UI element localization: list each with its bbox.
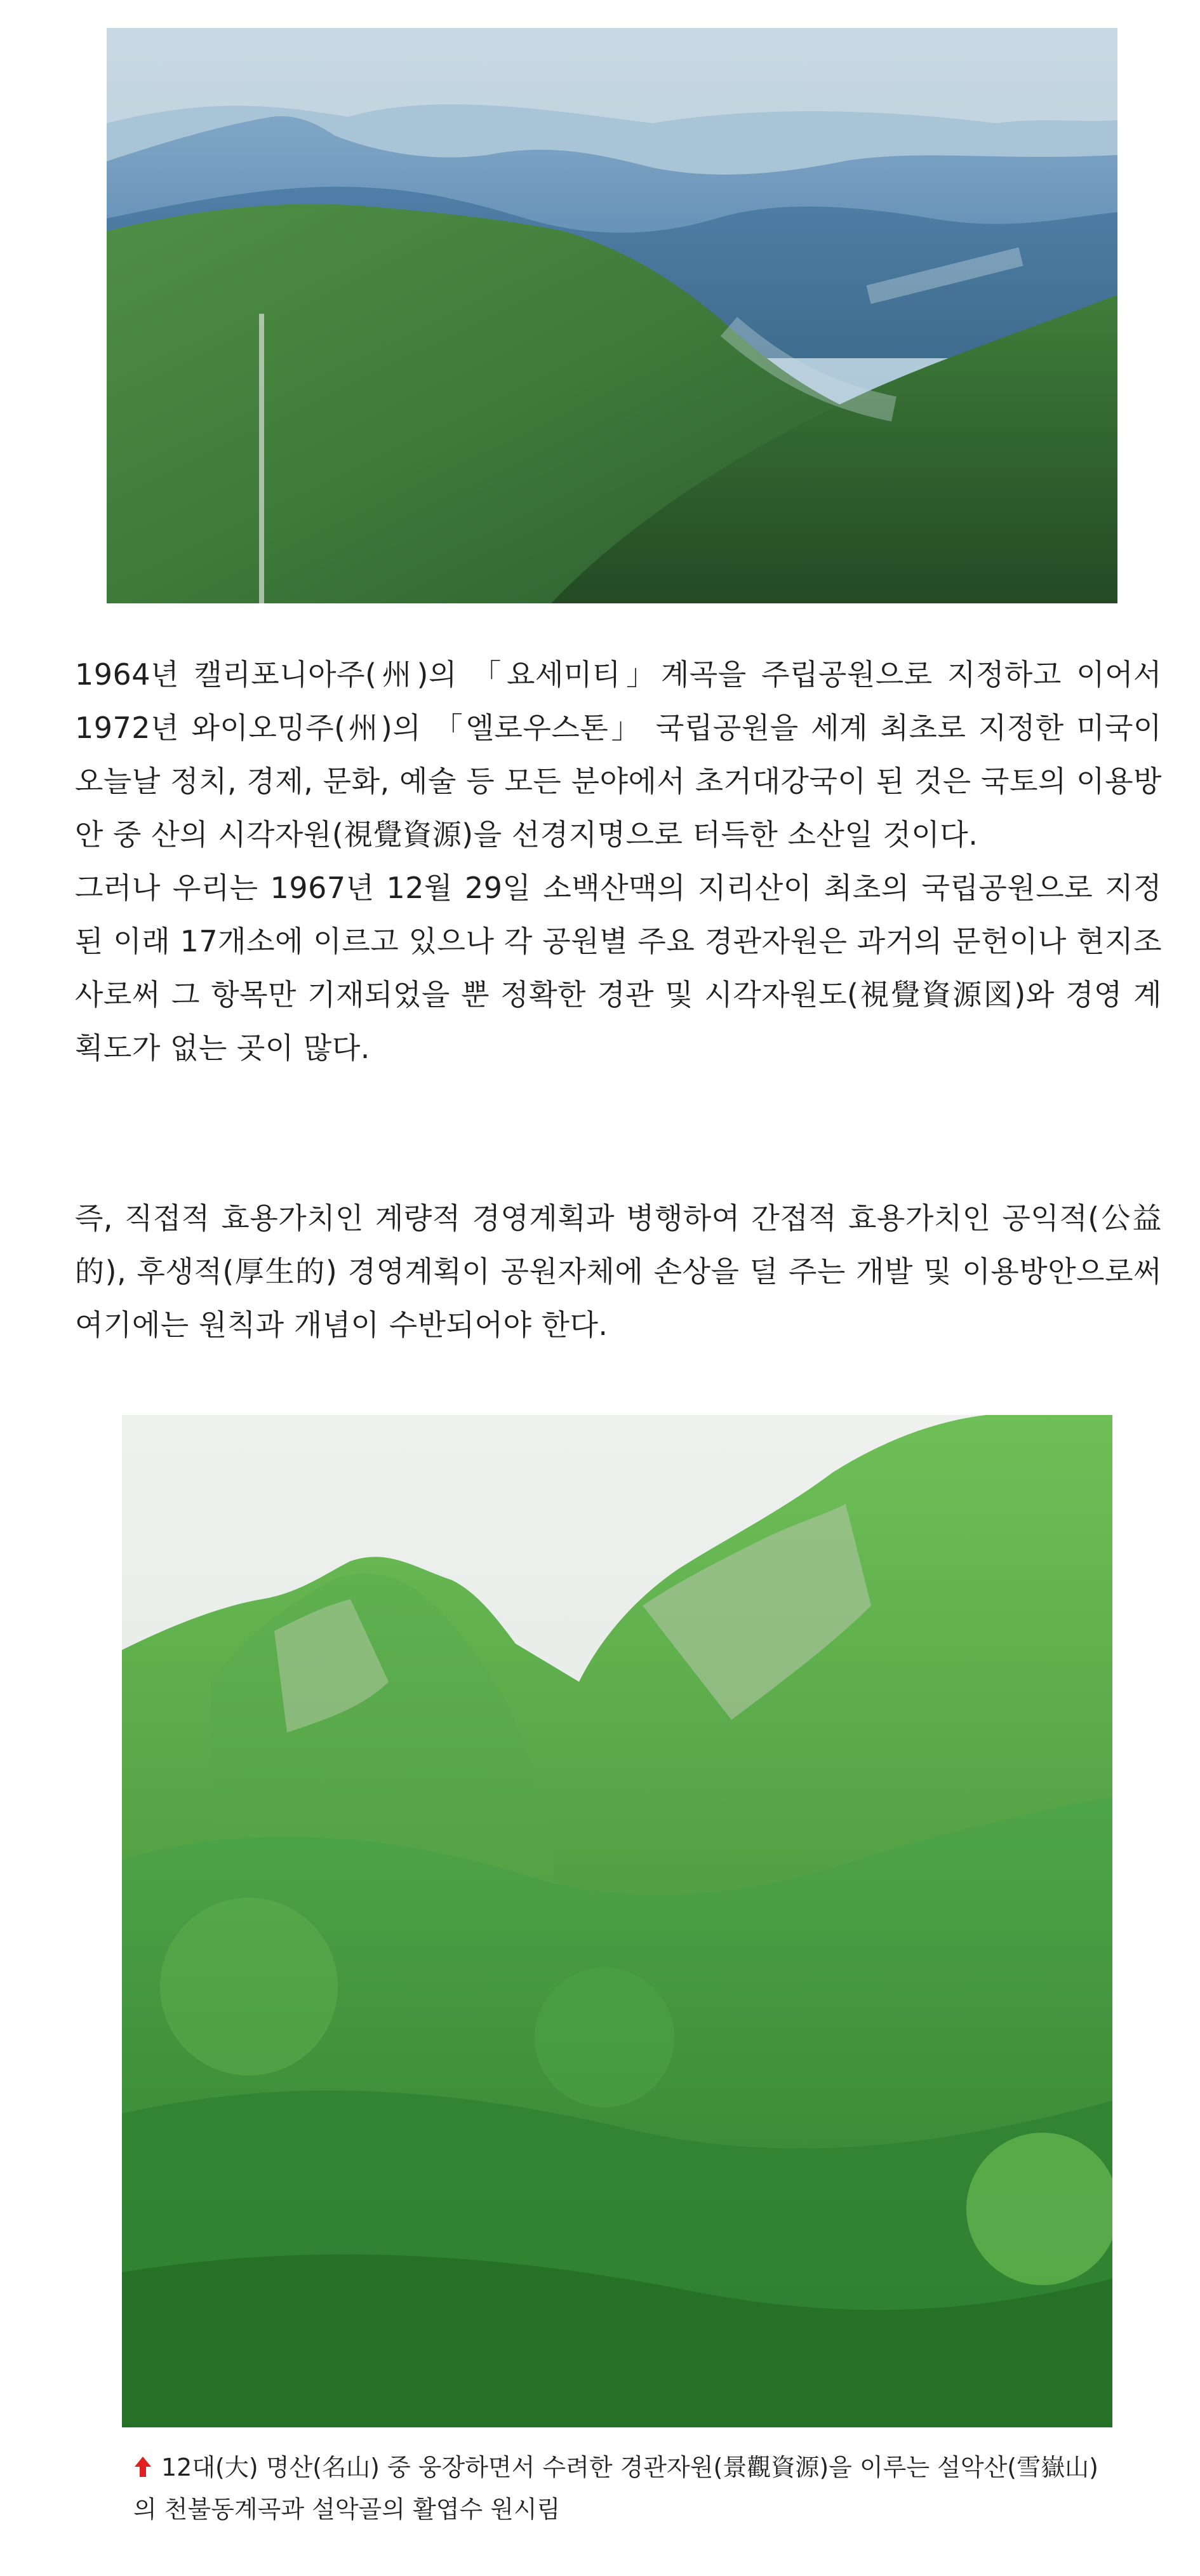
paragraph-national-parks-korea: 그러나 우리는 1967년 12월 29일 소백산맥의 지리산이 최초의 국립공원으로 지정된 이래 17개소에 이르고 있으나 각 공원별 주요 경관자원은 과거의 문헌이나 현지조사로써 그 항목만 기재되었을 뿐 정확한 경관 및 시각자원도(視覺資源図)와 경영 계획도가 없는 곳이 많다. — [75, 871, 1162, 1065]
body-text-section-2 — [75, 1191, 1162, 1352]
arrow-up-icon — [133, 2455, 152, 2478]
photo-caption — [133, 2446, 1098, 2530]
seoraksan-valley-photo — [122, 1415, 1112, 2427]
forest-valley-illustration — [122, 1415, 1112, 2427]
mountain-ridges-illustration — [107, 28, 1117, 603]
mountain-ridges-photo — [107, 28, 1117, 603]
paragraph-national-parks-usa: 1964년 캘리포니아주(州)의 「요세미티」계곡을 주립공원으로 지정하고 이어서 1972년 와이오밍주(州)의 「엘로우스톤」 국립공원을 세계 최초로 지정한 미국이 오늘날 정치, 경제, 문화, 예술 등 모든 분야에서 초거대강국이 된 것은 국토의 이용방안 중 산의 시각자원(視覺資源)을 선경지명으로 터득한 소산일 것이다. — [75, 657, 1162, 852]
body-text-section-1 — [75, 648, 1162, 1075]
paragraph-management-plan: 즉, 직접적 효용가치인 계량적 경영계획과 병행하여 간접적 효용가치인 공익적(公益的), 후생적(厚生的) 경영계획이 공원자체에 손상을 덜 주는 개발 및 이용방안으로써 여기에는 원칙과 개념이 수반되어야 한다. — [75, 1201, 1162, 1342]
caption-text: 12대(大) 명산(名山) 중 웅장하면서 수려한 경관자원(景觀資源)을 이루는 설악산(雪嶽山)의 천불동계곡과 설악골의 활엽수 원시림 — [133, 2453, 1098, 2523]
